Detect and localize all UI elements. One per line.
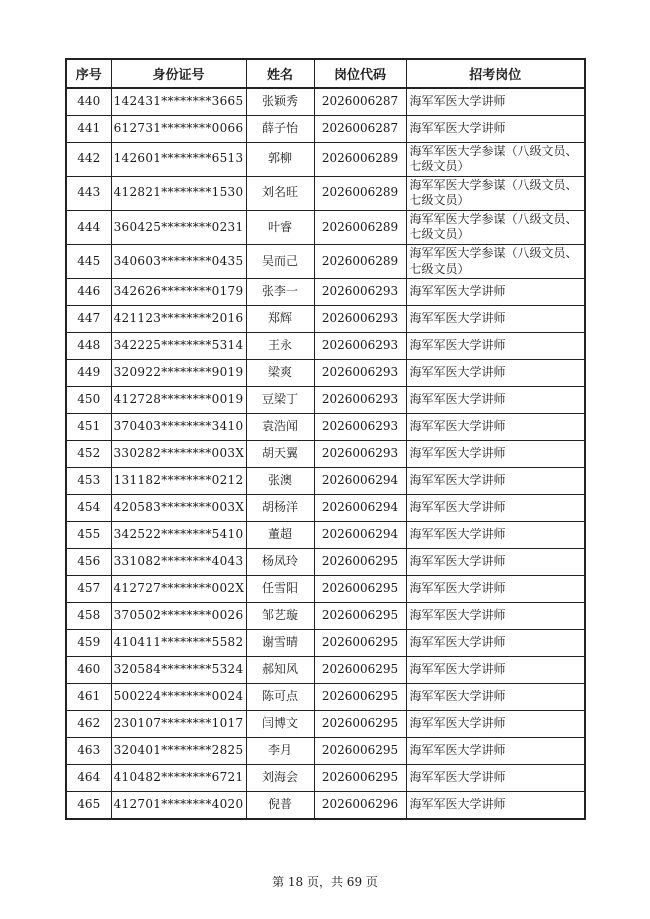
cell-position_title: 海军军医大学讲师: [406, 657, 585, 684]
cell-serial: 452: [66, 441, 111, 468]
cell-position_code: 2026006294: [314, 495, 406, 522]
cell-position_title: 海军军医大学讲师: [406, 495, 585, 522]
cell-position_code: 2026006296: [314, 792, 406, 819]
table-row: [66, 306, 585, 333]
table-row: [66, 176, 585, 210]
cell-position_code: 2026006289: [314, 210, 406, 244]
table-row: [66, 522, 585, 549]
cell-position_code: 2026006295: [314, 576, 406, 603]
table-row: [66, 630, 585, 657]
cell-position_title: 海军军医大学讲师: [406, 711, 585, 738]
table-body: [66, 88, 585, 819]
cell-name: 袁浩闻: [246, 414, 314, 441]
cell-position_code: 2026006287: [314, 115, 406, 142]
cell-position_title: 海军军医大学讲师: [406, 684, 585, 711]
cell-serial: 447: [66, 306, 111, 333]
cell-id_number: 420583********003X: [111, 495, 246, 522]
table-row: [66, 360, 585, 387]
cell-serial: 454: [66, 495, 111, 522]
cell-position_title: 海军军医大学讲师: [406, 630, 585, 657]
cell-position_code: 2026006295: [314, 738, 406, 765]
column-header-serial: 序号: [66, 59, 111, 88]
page-footer: 第 18 页，共 69 页: [272, 875, 378, 889]
cell-position_code: 2026006295: [314, 765, 406, 792]
table-row: [66, 333, 585, 360]
cell-position_title: 海军军医大学讲师: [406, 792, 585, 819]
table-row: [66, 115, 585, 142]
cell-name: 郑辉: [246, 306, 314, 333]
table-row: [66, 549, 585, 576]
cell-position_title: 海军军医大学讲师: [406, 522, 585, 549]
cell-position_code: 2026006293: [314, 441, 406, 468]
cell-position_code: 2026006293: [314, 279, 406, 306]
cell-serial: 460: [66, 657, 111, 684]
cell-position_title: 海军军医大学讲师: [406, 306, 585, 333]
cell-name: 董超: [246, 522, 314, 549]
cell-serial: 450: [66, 387, 111, 414]
cell-position_title: 海军军医大学参谋（八级文员、七级文员）: [406, 176, 585, 210]
table-row: [66, 279, 585, 306]
cell-name: 李月: [246, 738, 314, 765]
cell-id_number: 410411********5582: [111, 630, 246, 657]
table-row: [66, 468, 585, 495]
table-row: [66, 142, 585, 176]
cell-serial: 462: [66, 711, 111, 738]
cell-name: 张颖秀: [246, 88, 314, 115]
cell-name: 胡天翼: [246, 441, 314, 468]
cell-serial: 456: [66, 549, 111, 576]
cell-position_code: 2026006293: [314, 414, 406, 441]
cell-serial: 451: [66, 414, 111, 441]
cell-position_title: 海军军医大学讲师: [406, 603, 585, 630]
cell-name: 刘名旺: [246, 176, 314, 210]
table-row: [66, 210, 585, 244]
cell-name: 叶睿: [246, 210, 314, 244]
table-row: [66, 792, 585, 819]
cell-position_title: 海军军医大学讲师: [406, 414, 585, 441]
cell-position_title: 海军军医大学讲师: [406, 279, 585, 306]
cell-name: 胡杨洋: [246, 495, 314, 522]
cell-position_title: 海军军医大学讲师: [406, 333, 585, 360]
cell-id_number: 421123********2016: [111, 306, 246, 333]
cell-serial: 458: [66, 603, 111, 630]
cell-position_title: 海军军医大学讲师: [406, 549, 585, 576]
table-row: [66, 657, 585, 684]
column-header-position_code: 岗位代码: [314, 59, 406, 88]
cell-id_number: 612731********0066: [111, 115, 246, 142]
table-row: [66, 576, 585, 603]
cell-name: 郝知风: [246, 657, 314, 684]
cell-position_title: 海军军医大学参谋（八级文员、七级文员）: [406, 142, 585, 176]
cell-position_code: 2026006295: [314, 711, 406, 738]
cell-name: 倪普: [246, 792, 314, 819]
candidate-table: [65, 58, 586, 820]
cell-id_number: 370502********0026: [111, 603, 246, 630]
cell-position_title: 海军军医大学讲师: [406, 765, 585, 792]
cell-position_code: 2026006289: [314, 142, 406, 176]
table-header: [66, 59, 585, 88]
table-row: [66, 711, 585, 738]
column-header-name: 姓名: [246, 59, 314, 88]
table-row: [66, 245, 585, 279]
cell-serial: 455: [66, 522, 111, 549]
cell-serial: 464: [66, 765, 111, 792]
cell-name: 薛子怡: [246, 115, 314, 142]
cell-name: 吴而己: [246, 245, 314, 279]
cell-position_title: 海军军医大学讲师: [406, 738, 585, 765]
header-row: [66, 59, 585, 88]
table-row: [66, 684, 585, 711]
table-row: [66, 441, 585, 468]
cell-name: 张澳: [246, 468, 314, 495]
cell-position_title: 海军军医大学参谋（八级文员、七级文员）: [406, 245, 585, 279]
cell-position_title: 海军军医大学讲师: [406, 360, 585, 387]
table-row: [66, 603, 585, 630]
cell-id_number: 370403********3410: [111, 414, 246, 441]
cell-position_code: 2026006294: [314, 522, 406, 549]
cell-id_number: 412728********0019: [111, 387, 246, 414]
cell-serial: 461: [66, 684, 111, 711]
cell-id_number: 342626********0179: [111, 279, 246, 306]
cell-id_number: 412727********002X: [111, 576, 246, 603]
table-row: [66, 88, 585, 115]
cell-name: 闫博文: [246, 711, 314, 738]
cell-serial: 446: [66, 279, 111, 306]
cell-position_code: 2026006293: [314, 360, 406, 387]
cell-name: 豆梁丁: [246, 387, 314, 414]
table-row: [66, 495, 585, 522]
cell-id_number: 320401********2825: [111, 738, 246, 765]
cell-position_title: 海军军医大学讲师: [406, 387, 585, 414]
cell-id_number: 142431********3665: [111, 88, 246, 115]
table-row: [66, 765, 585, 792]
cell-position_title: 海军军医大学讲师: [406, 115, 585, 142]
cell-position_code: 2026006289: [314, 176, 406, 210]
cell-position_code: 2026006295: [314, 549, 406, 576]
cell-serial: 444: [66, 210, 111, 244]
cell-name: 张李一: [246, 279, 314, 306]
cell-serial: 448: [66, 333, 111, 360]
table-row: [66, 738, 585, 765]
column-header-id_number: 身份证号: [111, 59, 246, 88]
cell-id_number: 342225********5314: [111, 333, 246, 360]
cell-name: 郭柳: [246, 142, 314, 176]
cell-serial: 441: [66, 115, 111, 142]
cell-position_title: 海军军医大学讲师: [406, 441, 585, 468]
cell-position_code: 2026006293: [314, 306, 406, 333]
cell-id_number: 331082********4043: [111, 549, 246, 576]
cell-id_number: 330282********003X: [111, 441, 246, 468]
cell-name: 王永: [246, 333, 314, 360]
cell-serial: 442: [66, 142, 111, 176]
cell-position_code: 2026006293: [314, 387, 406, 414]
cell-position_code: 2026006287: [314, 88, 406, 115]
cell-serial: 445: [66, 245, 111, 279]
cell-name: 陈可点: [246, 684, 314, 711]
cell-name: 杨凤玲: [246, 549, 314, 576]
cell-id_number: 412821********1530: [111, 176, 246, 210]
table-row: [66, 414, 585, 441]
cell-name: 刘海会: [246, 765, 314, 792]
cell-position_code: 2026006293: [314, 333, 406, 360]
cell-position_code: 2026006295: [314, 630, 406, 657]
cell-serial: 443: [66, 176, 111, 210]
cell-serial: 453: [66, 468, 111, 495]
cell-id_number: 412701********4020: [111, 792, 246, 819]
cell-id_number: 340603********0435: [111, 245, 246, 279]
cell-position_title: 海军军医大学讲师: [406, 468, 585, 495]
column-header-position_title: 招考岗位: [406, 59, 585, 88]
cell-serial: 463: [66, 738, 111, 765]
cell-position_code: 2026006295: [314, 657, 406, 684]
cell-name: 梁爽: [246, 360, 314, 387]
cell-id_number: 320922********9019: [111, 360, 246, 387]
cell-id_number: 410482********6721: [111, 765, 246, 792]
cell-serial: 449: [66, 360, 111, 387]
cell-position_title: 海军军医大学参谋（八级文员、七级文员）: [406, 210, 585, 244]
cell-position_code: 2026006295: [314, 603, 406, 630]
cell-position_code: 2026006294: [314, 468, 406, 495]
cell-id_number: 320584********5324: [111, 657, 246, 684]
cell-name: 谢雪晴: [246, 630, 314, 657]
cell-name: 邹艺璇: [246, 603, 314, 630]
cell-serial: 459: [66, 630, 111, 657]
cell-serial: 465: [66, 792, 111, 819]
cell-id_number: 230107********1017: [111, 711, 246, 738]
cell-id_number: 131182********0212: [111, 468, 246, 495]
cell-position_code: 2026006289: [314, 245, 406, 279]
cell-name: 任雪阳: [246, 576, 314, 603]
cell-id_number: 342522********5410: [111, 522, 246, 549]
cell-id_number: 360425********0231: [111, 210, 246, 244]
cell-position_title: 海军军医大学讲师: [406, 576, 585, 603]
cell-serial: 440: [66, 88, 111, 115]
cell-serial: 457: [66, 576, 111, 603]
cell-id_number: 142601********6513: [111, 142, 246, 176]
cell-position_title: 海军军医大学讲师: [406, 88, 585, 115]
table-row: [66, 387, 585, 414]
cell-id_number: 500224********0024: [111, 684, 246, 711]
cell-position_code: 2026006295: [314, 684, 406, 711]
